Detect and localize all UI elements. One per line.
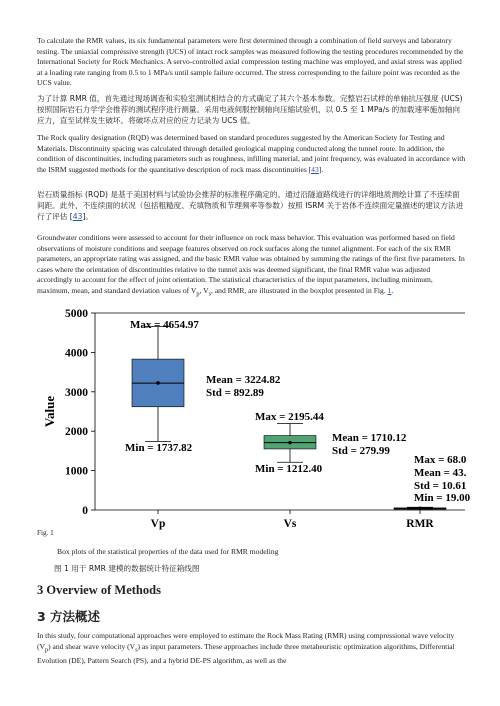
x-tick-label: RMR	[406, 518, 434, 530]
annotation-mean: Mean = 3224.82	[206, 374, 281, 386]
paragraph-rmr-ucs-cn: 为了计算 RMR 值，首先通过现场调查和实验室测试相结合的方式确定了其六个基本参数。完整岩石试样的单轴抗压强度 (UCS) 按照国际岩石力学学会推荐的测试程序进行测量。采用电液伺服控制轴向压缩试验机，以 0.5 至 1 MPa/s 的加载速率施加轴向应力，直至试样发生破坏。将破坏点对应的应力记录为 UCS 值。	[37, 94, 463, 126]
annotation-min: Min = 1212.40	[255, 463, 323, 475]
subscript: p	[44, 646, 49, 654]
annotation-min: Min = 19.00	[414, 492, 470, 504]
paragraph-rqd	[37, 133, 467, 175]
annotation-max: Max = 4654.97	[130, 319, 199, 331]
text-fragment: ) as input parameters. These approaches include three metaheuristic optimization algorithms, Differential Evolution (DE), Pattern Search (PS), and a hybrid DE-PS algorithm, as well as the	[37, 641, 455, 665]
section-heading-cn: 3 方法概述	[37, 609, 101, 624]
y-tick-label: 4000	[65, 347, 88, 360]
citation-link[interactable]: 43	[311, 164, 319, 174]
annotation-max: Max = 2195.44	[255, 411, 324, 423]
annotation-std: Std = 892.89	[206, 387, 264, 399]
y-axis-label: Value	[42, 395, 57, 428]
y-tick-label: 5000	[65, 308, 88, 320]
y-tick-label: 2000	[65, 426, 88, 439]
text-fragment: .	[391, 285, 394, 295]
paragraph-rqd-end: ].	[318, 164, 324, 174]
subscript: s	[208, 290, 212, 298]
paragraph-rqd-text: The Rock quality designation (RQD) was determined based on standard procedures suggested by the American Society for Testing and Materials. Discontinuity spacing was calculated through detailed geological mapping conducted along the tunnel route. In addition, the condition of discontinuities, including parameters such as roughness, infilling material, and joint frequency, was evaluated in accordance with the ISRM suggested methods for the quantitative description of rock mass discontinuities [	[37, 133, 466, 174]
paragraph-groundwater	[37, 233, 467, 300]
y-tick-label: 3000	[65, 386, 88, 399]
y-tick-label: 0	[82, 505, 88, 517]
paragraph-groundwater-text: Groundwater conditions were assessed to account for their influence on rock mass behavior. This evaluation was performed based on field observations of moisture conditions and seepage features observed on rock surfaces along the tunnel alignment. For each of the six RMR parameters, an appropriate rating was assigned, and the basic RMR value was obtained by summing the ratings of the first five parameters. In cases where the orientation of discontinuities relative to the tunnel axis was deemed significant, the final RMR value was adjusted accordingly to account for the effect of joint orientation. The statistical characteristics of the input parameters, including minimum, maximum, mean, and standard deviation values of V	[37, 233, 465, 295]
annotation-mean: Mean = 43.	[414, 467, 467, 479]
mean-marker	[156, 381, 160, 385]
text-fragment: ) and shear wave velocity (V	[48, 641, 136, 651]
subscript: p	[196, 290, 200, 298]
paragraph-rqd-cn-text: 岩石质量指标 (RQD) 是基于美国材料与试验协会推荐的标准程序确定的。通过沿隧道路线进行的详细地质测绘计算了不连续面间距。此外，不连续面的状况（包括粗糙度、充填物质和节理频率等参数）按照 ISRM 关于岩体不连续面定量描述的建议方法进行了评估 [	[37, 190, 464, 222]
subscript: s	[135, 646, 138, 654]
annotation-std: Std = 10.61	[414, 480, 467, 492]
mean-marker	[288, 441, 292, 445]
mean-marker	[418, 507, 422, 511]
annotation-min: Min = 1737.82	[125, 442, 193, 454]
text-fragment: In this study, four computational approaches were employed to estimate the Rock Mass Rating (RMR) using compressional wave velocity (V	[37, 631, 455, 651]
paragraph-rmr-ucs: To calculate the RMR values, its six fundamental parameters were first determined through a combination of field surveys and laboratory testing. The uniaxial compressive strength (UCS) of intact rock samples was measured following the testing procedures recommended by the International Society for Rock Mechanics. A servo-controlled axial compression testing machine was employed, and axial stress was applied at a loading rate ranging from 0.5 to 1 MPa/s until sample failure occurred. The stress corresponding to the failure point was recorded as the UCS value.	[37, 36, 464, 88]
x-tick-label: Vs	[283, 518, 297, 530]
figure-caption-cn: 图 1 用于 RMR 建模的数据统计特征箱线图	[54, 564, 200, 573]
boxplot-figure	[40, 305, 470, 530]
paragraph-rqd-cn	[37, 189, 467, 223]
section-heading: 3 Overview of Methods	[37, 583, 161, 597]
text-fragment: , V	[199, 285, 209, 295]
text-fragment: , and RMR, are illustrated in the boxplot presented in Fig.	[211, 285, 388, 295]
y-tick-label: 1000	[65, 465, 88, 478]
paragraph-methods	[37, 631, 467, 666]
citation-link[interactable]: 43	[72, 212, 83, 222]
paragraph-rqd-cn-end: ]。	[82, 212, 93, 222]
figure-caption: Box plots of the statistical properties of the data used for RMR modeling	[57, 547, 279, 556]
annotation-max: Max = 68.0	[414, 454, 467, 466]
x-tick-label: Vp	[150, 518, 166, 530]
annotation-std: Std = 279.99	[332, 445, 390, 457]
annotation-mean: Mean = 1710.12	[332, 432, 407, 444]
figure-label: Fig. 1	[37, 529, 54, 537]
figure-link[interactable]: 1	[387, 285, 392, 295]
